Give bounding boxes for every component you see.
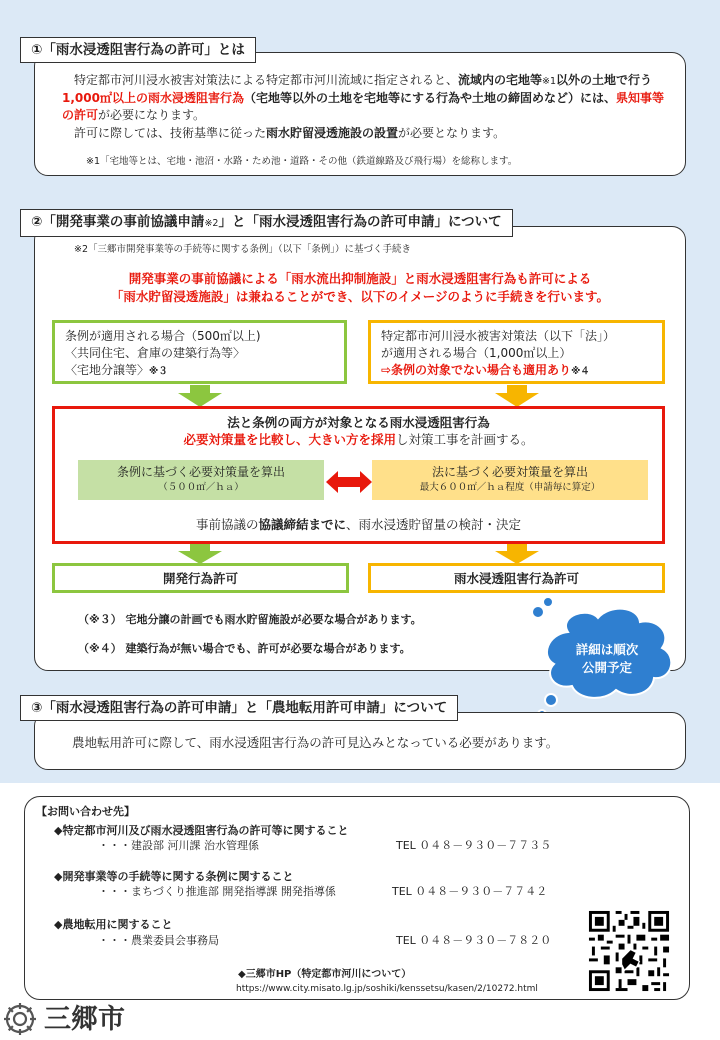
section1-body bbox=[62, 72, 672, 124]
contact-item3-dept: ・・・農業委員会事務局 bbox=[98, 934, 219, 947]
s1-p2a: 許可に際しては、技術基準に従った bbox=[74, 126, 267, 140]
law-line1: 特定都市河川浸水被害対策法（以下「法」） bbox=[381, 329, 616, 343]
combined-title: 法と条例の両方が対象となる雨水浸透阻害行為 bbox=[227, 415, 490, 430]
calc-law bbox=[372, 460, 648, 500]
contact-item3-head: ◆農地転用に関すること bbox=[54, 918, 173, 931]
consult-b: 協議締結までに bbox=[258, 517, 346, 532]
contact-title: 【お問い合わせ先】 bbox=[36, 805, 135, 818]
law-note: ※４ bbox=[571, 366, 590, 377]
ordinance-box bbox=[52, 320, 347, 384]
arrow-down-green-1 bbox=[177, 385, 223, 407]
footnote-3: （※３） 宅地分譲の計画でも雨水貯留施設が必要な場合があります。 bbox=[78, 613, 422, 626]
city-name-logo: 三郷市 bbox=[44, 1004, 125, 1035]
arrow-down-green-2 bbox=[177, 544, 223, 564]
qr-code-icon[interactable] bbox=[586, 908, 672, 994]
section1-body2 bbox=[74, 125, 674, 142]
section1-footnote: ※1「宅地等とは、宅地・池沼・水路・ため池・道路・その他（鉄道線路及び飛行場）を総称します。 bbox=[86, 156, 518, 167]
bubble-text-1: 詳細は順次 bbox=[575, 642, 639, 657]
law-line3: ⇨条例の対象でない場合も適用あり bbox=[381, 363, 572, 377]
combined-sub-a: 必要対策量を比較し、大きい方を採用 bbox=[183, 432, 396, 447]
s1-p1g: が必要になります。 bbox=[98, 108, 206, 122]
ordinance-note: ※３ bbox=[149, 366, 168, 377]
law-box bbox=[368, 320, 665, 384]
section2-tab bbox=[20, 209, 513, 237]
calc-law-1: 法に基づく必要対策量を算出 bbox=[431, 465, 588, 479]
contact-item2-head: ◆開発事業等の手続等に関する条例に関すること bbox=[54, 870, 294, 883]
contact-item2-dept: ・・・まちづくり推進部 開発指導課 開発指導係 bbox=[98, 885, 336, 898]
combined-sub-b: し対策工事を計画する。 bbox=[396, 432, 534, 447]
contact-item2-tel[interactable]: TEL ０４８－９３０－７７４２ bbox=[392, 885, 548, 898]
s1-p1c: 以外の土地で行う bbox=[556, 73, 653, 87]
calc-ordinance-2: （５００㎡／ｈａ） bbox=[158, 482, 244, 493]
s1-p1note: ※1 bbox=[542, 76, 557, 87]
ordinance-line3: 〈宅地分譲等〉 bbox=[65, 363, 150, 377]
s1-p1f: 県知事等の許可 bbox=[62, 91, 664, 122]
section2-lead2: 「雨水貯留浸透施設」は兼ねることができ、以下のイメージのように手続きを行います。 bbox=[110, 289, 610, 304]
ordinance-line2: 〈共同住宅、倉庫の建築行為等〉 bbox=[65, 346, 246, 360]
arrow-down-yellow-1 bbox=[494, 385, 540, 407]
result-rain-permit: 雨水浸透阻害行為許可 bbox=[368, 563, 665, 593]
law-line2: が適用される場合（1,000㎡以上） bbox=[381, 346, 572, 360]
s1-p2c: が必要となります。 bbox=[398, 126, 506, 140]
combined-sub bbox=[52, 431, 665, 448]
consult-line bbox=[52, 516, 665, 533]
result-development-permit: 開発行為許可 bbox=[52, 563, 349, 593]
s1-p2b: 雨水貯留浸透施設の設置 bbox=[266, 126, 399, 140]
s2-tab-a: ②「開発事業の事前協議申請 bbox=[31, 214, 205, 230]
hp-label: ◆三郷市HP（特定都市河川について） bbox=[238, 969, 412, 980]
s1-p1a: 特定都市河川浸水被害対策法による特定都市河川流域に指定されると、 bbox=[74, 73, 459, 87]
hp-url[interactable]: https://www.city.misato.lg.jp/soshiki/kenssetsu/kasen/2/10272.html bbox=[236, 984, 538, 994]
ordinance-line1: 条例が適用される場合（500㎡以上) bbox=[65, 329, 261, 343]
section1-tab: ①「雨水浸透阻害行為の許可」とは bbox=[20, 37, 256, 63]
s1-p1e: （宅地等以外の土地を宅地等にする行為や土地の締固めなど）には、 bbox=[243, 91, 616, 105]
consult-c: 、雨水浸透貯留量の検討・決定 bbox=[346, 517, 522, 532]
section3-text: 農地転用許可に際して、雨水浸透阻害行為の許可見込みとなっている必要があります。 bbox=[72, 735, 559, 750]
section3-tab: ③「雨水浸透阻害行為の許可申請」と「農地転用許可申請」について bbox=[20, 695, 458, 721]
compare-arrow-icon bbox=[326, 470, 372, 494]
contact-item3-tel[interactable]: TEL ０４８－９３０－７８２０ bbox=[396, 934, 552, 947]
calc-ordinance bbox=[78, 460, 324, 500]
s1-p1b: 流域内の宅地等 bbox=[458, 73, 543, 87]
arrow-down-yellow-2 bbox=[494, 544, 540, 564]
section2-lead1: 開発事業の事前協議による「雨水流出抑制施設」と雨水浸透阻害行為も許可による bbox=[128, 271, 592, 286]
contact-item1-head: ◆特定都市河川及び雨水浸透阻害行為の許可等に関すること bbox=[54, 824, 349, 837]
consult-a: 事前協議の bbox=[195, 517, 259, 532]
s2-tab-b: 」と「雨水浸透阻害行為の許可申請」について bbox=[218, 214, 502, 230]
city-emblem-icon bbox=[2, 1001, 38, 1037]
calc-law-2: 最大６００㎡／ｈａ程度（申請毎に算定） bbox=[419, 482, 601, 493]
s1-p1d: 1,000㎡以上の雨水浸透阻害行為 bbox=[62, 91, 244, 105]
calc-ordinance-1: 条例に基づく必要対策量を算出 bbox=[116, 465, 285, 479]
contact-item1-dept: ・・・建設部 河川課 治水管理係 bbox=[98, 839, 259, 852]
bubble-text-2: 公開予定 bbox=[581, 660, 632, 675]
contact-item1-tel[interactable]: TEL ０４８－９３０－７７３５ bbox=[396, 839, 552, 852]
section2-note2: ※2「三郷市開発事業等の手続等に関する条例」（以下「条例」）に基づく手続き bbox=[74, 244, 412, 255]
s2-tab-note: ※2 bbox=[204, 218, 219, 229]
footnote-4: （※４） 建築行為が無い場合でも、許可が必要な場合があります。 bbox=[78, 642, 411, 655]
